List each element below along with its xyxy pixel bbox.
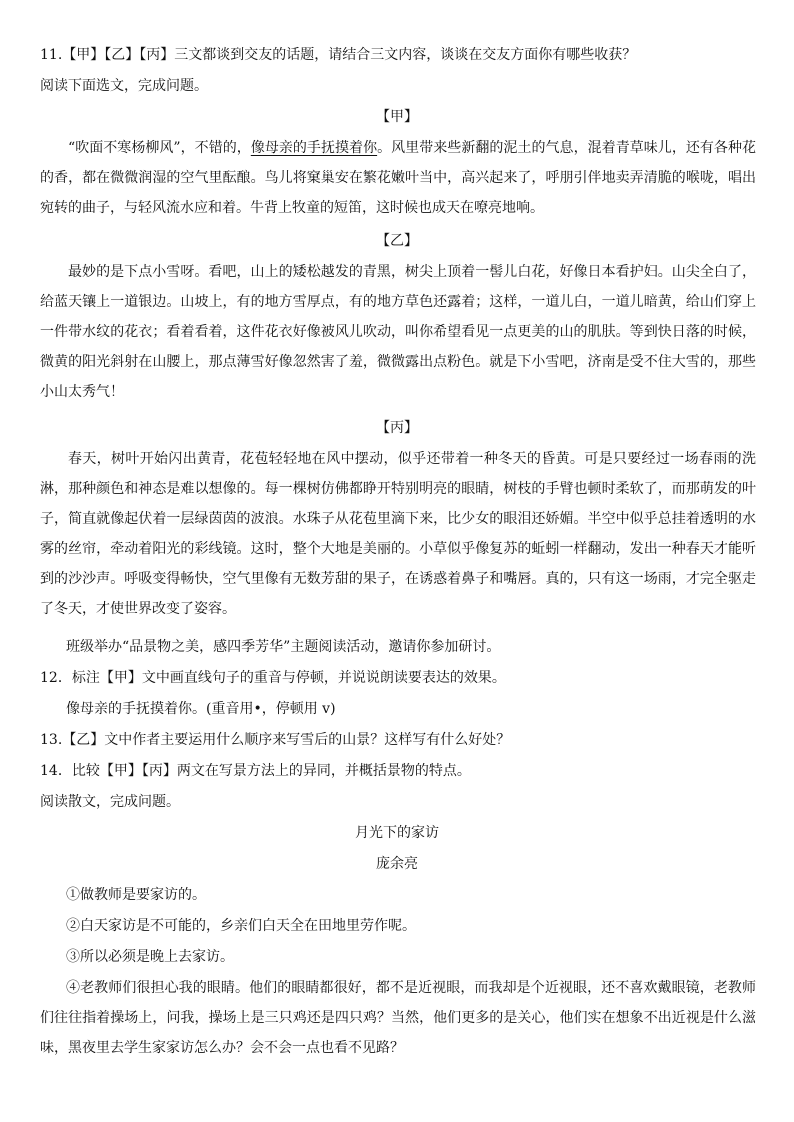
essay-paragraph-4: ④老教师们很担心我的眼睛。他们的眼睛都很好，都不是近视眼，而我却是个近视眼，还不喜欢戴眼镜，老教师们往往指着操场上，问我，操场上是三只鸡还是四只鸡？当然，他们更多的是关心，他们实在想象不出近视是什么滋味，黑夜里去学生家家访怎么办？会不会一点也看不见路？ (40, 980, 756, 1056)
question-12: 12．标注【甲】文中画直线句子的重音与停顿，并说说朗读要表达的效果。 (40, 670, 506, 686)
reading-instruction: 阅读下面选文，完成问题。 (40, 78, 208, 94)
essay-paragraph-3: ③所以必须是晚上去家访。 (66, 949, 234, 965)
passage-jia-before: “吹面不寒杨柳风”，不错的， (68, 140, 251, 156)
question-13: 13.【乙】文中作者主要运用什么顺序来写雪后的山景？这样写有什么好处？ (40, 732, 511, 748)
passage-bing: 春天，树叶开始闪出黄青，花苞轻轻地在风中摆动，似乎还带着一种冬天的昏黄。可是只要经过一场春雨的洗淋，那种颜色和神态是难以想像的。每一棵树仿佛都睁开特别明亮的眼睛，树枝的手臂也顿时柔软了，而那萌发的叶子，简直就像起伏着一层绿茵茵的波浪。水珠子从花苞里滴下来，比少女的眼泪还娇媚。半空中似乎总挂着透明的水雾的丝帘，牵动着阳光的彩线镜。这时，整个大地是美丽的。小草似乎像复苏的蚯蚓一样翻动，发出一种春天才能听到的沙沙声。呼吸变得畅快，空气里像有无数芳甜的果子，在诱惑着鼻子和嘴唇。真的，只有这一场雨，才完全驱走了冬天，才使世界改变了姿容。 (40, 451, 756, 617)
passage-jia-after: 。风里带来些新翻的泥土的气息，混着青草味儿，还有各种花的香，都在微微润湿的空气里酝酿。鸟儿将窠巢安在繁花嫩叶当中，高兴起来了，呼朋引伴地卖弄清脆的喉咙，唱出宛转的曲子，与轻风流水应和着。牛背上牧童的短笛，这时候也成天在嘹亮地响。 (40, 140, 756, 216)
essay-author: 庞余亮 (376, 856, 418, 872)
reading-instruction-2: 阅读散文，完成问题。 (40, 794, 180, 810)
passage-yi: 最妙的是下点小雪呀。看吧，山上的矮松越发的青黑，树尖上顶着一髻儿白花，好像日本看护妇。山尖全白了，给蓝天镶上一道银边。山坡上，有的地方雪厚点，有的地方草色还露着；这样，一道儿白，一道儿暗黄，给山们穿上一件带水纹的花衣；看着看着，这件花衣好像被风儿吹动，叫你希望看见一点更美的山的肌肤。等到快日落的时候，微黄的阳光斜射在山腰上，那点薄雪好像忽然害了羞，微微露出点粉色。就是下小雪吧，济南是受不住大雪的，那些小山太秀气！ (40, 264, 756, 400)
question-12-sentence: 像母亲的手抚摸着你。(重音用•，停顿用 v) (66, 701, 336, 717)
section-heading-bing: 【丙】 (376, 420, 418, 436)
underlined-sentence: 像母亲的手抚摸着你 (250, 140, 378, 156)
essay-title: 月光下的家访 (355, 825, 439, 841)
activity-intro: 班级举办“品景物之美，感四季芳华”主题阅读活动，邀请你参加研讨。 (66, 639, 501, 655)
question-14: 14．比较【甲】【丙】两文在写景方法上的异同，并概括景物的特点。 (40, 763, 471, 779)
passage-jia (40, 133, 756, 223)
question-11: 11.【甲】【乙】【丙】三文都谈到交友的话题，请结合三文内容，谈谈在交友方面你有哪些收获？ (40, 47, 637, 63)
essay-paragraph-2: ②白天家访是不可能的，乡亲们白天全在田地里劳作呢。 (66, 918, 416, 934)
section-heading-yi: 【乙】 (376, 233, 418, 249)
essay-paragraph-1: ①做教师是要家访的。 (66, 887, 206, 903)
section-heading-jia: 【甲】 (376, 109, 418, 125)
